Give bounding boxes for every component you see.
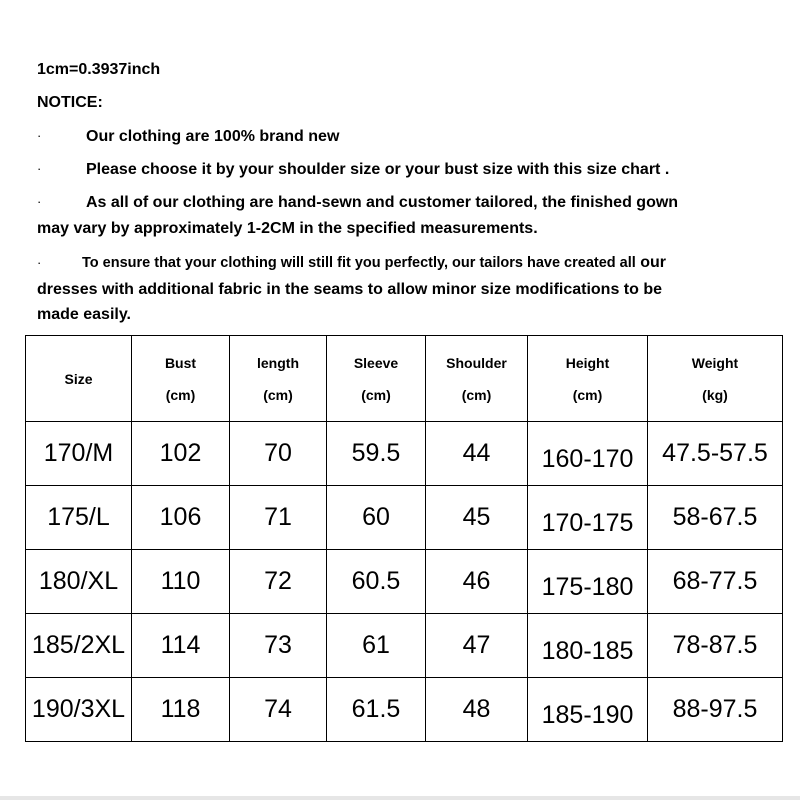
cell-bust: 118 bbox=[132, 678, 230, 742]
table-row bbox=[26, 422, 783, 486]
cell-sleeve: 60.5 bbox=[327, 550, 426, 614]
header-bust: Bust (cm) bbox=[132, 336, 230, 422]
cell-sleeve: 61 bbox=[327, 614, 426, 678]
cell-sleeve: 59.5 bbox=[327, 422, 426, 486]
cell-bust: 110 bbox=[132, 550, 230, 614]
cell-size: 170/M bbox=[26, 422, 132, 486]
header-sleeve: Sleeve (cm) bbox=[327, 336, 426, 422]
header-weight: Weight (kg) bbox=[648, 336, 783, 422]
cell-bust: 114 bbox=[132, 614, 230, 678]
cell-shoulder: 46 bbox=[426, 550, 528, 614]
conversion-note: 1cm=0.3937inch bbox=[37, 61, 161, 78]
size-chart-table bbox=[25, 335, 783, 742]
cell-bust: 106 bbox=[132, 486, 230, 550]
cell-height: 185-190 bbox=[528, 678, 648, 742]
header-shoulder: Shoulder (cm) bbox=[426, 336, 528, 422]
bullet-dot-2: · bbox=[37, 161, 42, 176]
cell-weight: 88-97.5 bbox=[648, 678, 783, 742]
notice-line-3-cont: may vary by approximately 1-2CM in the specified measurements. bbox=[37, 220, 538, 237]
header-height: Height (cm) bbox=[528, 336, 648, 422]
cell-size: 185/2XL bbox=[26, 614, 132, 678]
cell-bust: 102 bbox=[132, 422, 230, 486]
bottom-divider bbox=[0, 796, 800, 800]
notice-line-2: Please choose it by your shoulder size or your bust size with this size chart . bbox=[86, 161, 670, 178]
bullet-dot-1: · bbox=[37, 128, 42, 143]
table-row bbox=[26, 678, 783, 742]
cell-length: 72 bbox=[230, 550, 327, 614]
cell-height: 160-170 bbox=[528, 422, 648, 486]
cell-height: 170-175 bbox=[528, 486, 648, 550]
notice-line-1: Our clothing are 100% brand new bbox=[86, 128, 340, 145]
cell-size: 190/3XL bbox=[26, 678, 132, 742]
cell-size: 180/XL bbox=[26, 550, 132, 614]
cell-length: 70 bbox=[230, 422, 327, 486]
bullet-dot-3: · bbox=[37, 194, 42, 209]
notice-line-4 bbox=[82, 253, 666, 273]
notice-line-4-cont-2: made easily. bbox=[37, 306, 131, 323]
cell-weight: 58-67.5 bbox=[648, 486, 783, 550]
notice-title: NOTICE: bbox=[37, 94, 103, 111]
notice-line-3: As all of our clothing are hand-sewn and customer tailored, the finished gown bbox=[86, 194, 679, 211]
cell-weight: 47.5-57.5 bbox=[648, 422, 783, 486]
cell-weight: 78-87.5 bbox=[648, 614, 783, 678]
cell-height: 175-180 bbox=[528, 550, 648, 614]
table-row bbox=[26, 486, 783, 550]
cell-shoulder: 48 bbox=[426, 678, 528, 742]
cell-sleeve: 60 bbox=[327, 486, 426, 550]
cell-length: 71 bbox=[230, 486, 327, 550]
bullet-dot-4: · bbox=[37, 255, 42, 270]
table-row bbox=[26, 614, 783, 678]
cell-shoulder: 44 bbox=[426, 422, 528, 486]
header-length: length (cm) bbox=[230, 336, 327, 422]
cell-length: 74 bbox=[230, 678, 327, 742]
notice-line-4-start: To ensure that your clothing will still fit you perfectly, our tailors have created all bbox=[82, 255, 636, 271]
cell-height: 180-185 bbox=[528, 614, 648, 678]
header-size: Size bbox=[26, 336, 132, 422]
notice-line-4-cont: dresses with additional fabric in the seams to allow minor size modifications to be bbox=[37, 281, 663, 298]
cell-weight: 68-77.5 bbox=[648, 550, 783, 614]
table-row bbox=[26, 550, 783, 614]
notice-line-4-end: our bbox=[640, 254, 667, 271]
cell-shoulder: 45 bbox=[426, 486, 528, 550]
cell-length: 73 bbox=[230, 614, 327, 678]
cell-size: 175/L bbox=[26, 486, 132, 550]
cell-shoulder: 47 bbox=[426, 614, 528, 678]
cell-sleeve: 61.5 bbox=[327, 678, 426, 742]
table-header-row bbox=[26, 336, 783, 422]
